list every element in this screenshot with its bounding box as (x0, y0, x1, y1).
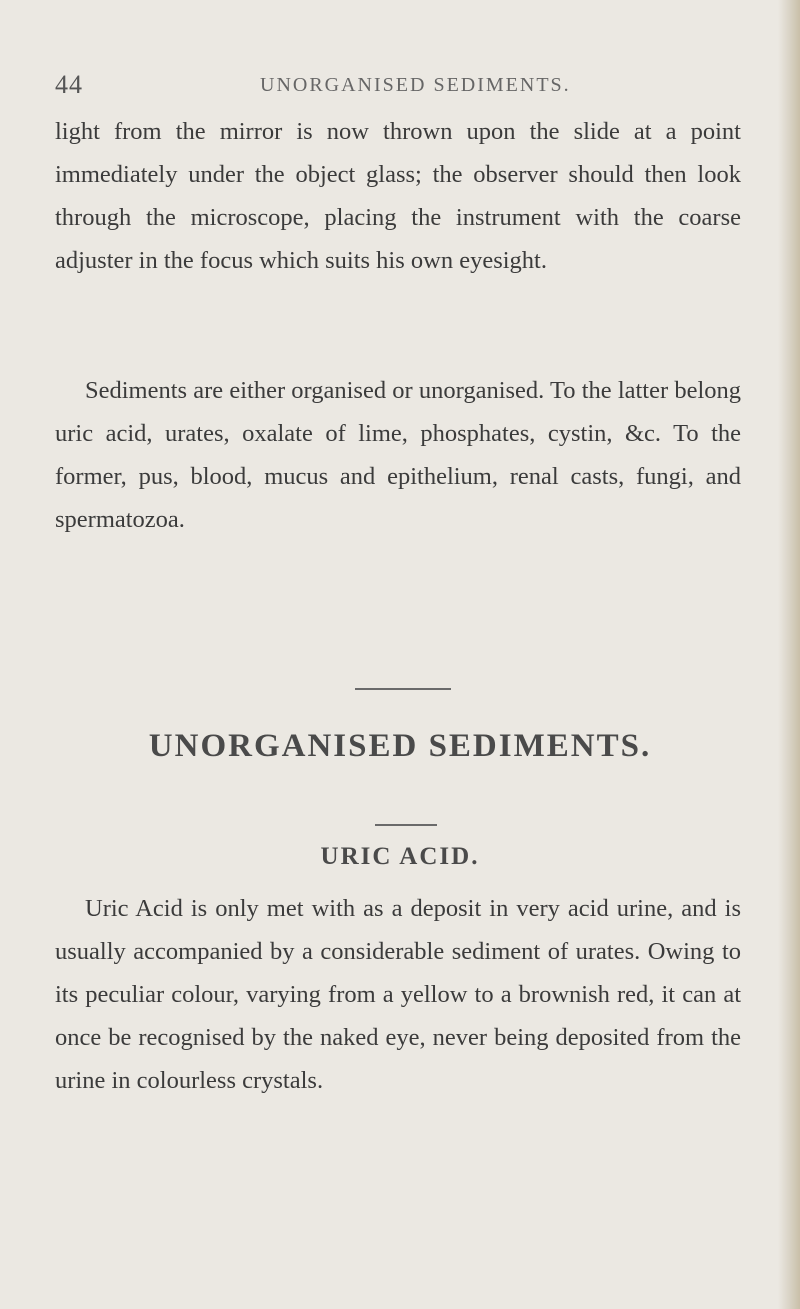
running-head (55, 70, 755, 106)
paragraph-uric-acid: Uric Acid is only met with as a deposit in very acid urine, and is usually accompanied by a considerable sediment of urates. Owing to its peculiar colour, varying from a yellow to a brownish red, it can at once be recognised by the naked eye, never being deposited from the urine in colourless crystals. (55, 895, 741, 1094)
heading-rule (375, 824, 437, 826)
subheading-uric-acid: URIC ACID. (320, 843, 480, 870)
section-heading: UNORGANISED SEDIMENTS. (148, 728, 652, 764)
page-edge-shadow (778, 0, 800, 1309)
paragraph-microscope: light from the mirror is now thrown upon the slide at a point immediately under the object glass; the observer should then look through the microscope, placing the instrument with the coarse adjuster in the focus which suits his own eyesight. (55, 118, 741, 274)
divider-rule (355, 688, 451, 690)
paragraph-sediments: Sediments are either organised or unorganised. To the latter belong uric acid, urates, oxalate of lime, phosphates, cystin, &c. To the former, pus, blood, mucus and epithelium, renal casts, fungi, and spermatozoa. (55, 377, 741, 533)
page-number: 44 (55, 70, 83, 99)
running-title: UNORGANISED SEDIMENTS. (260, 74, 571, 96)
